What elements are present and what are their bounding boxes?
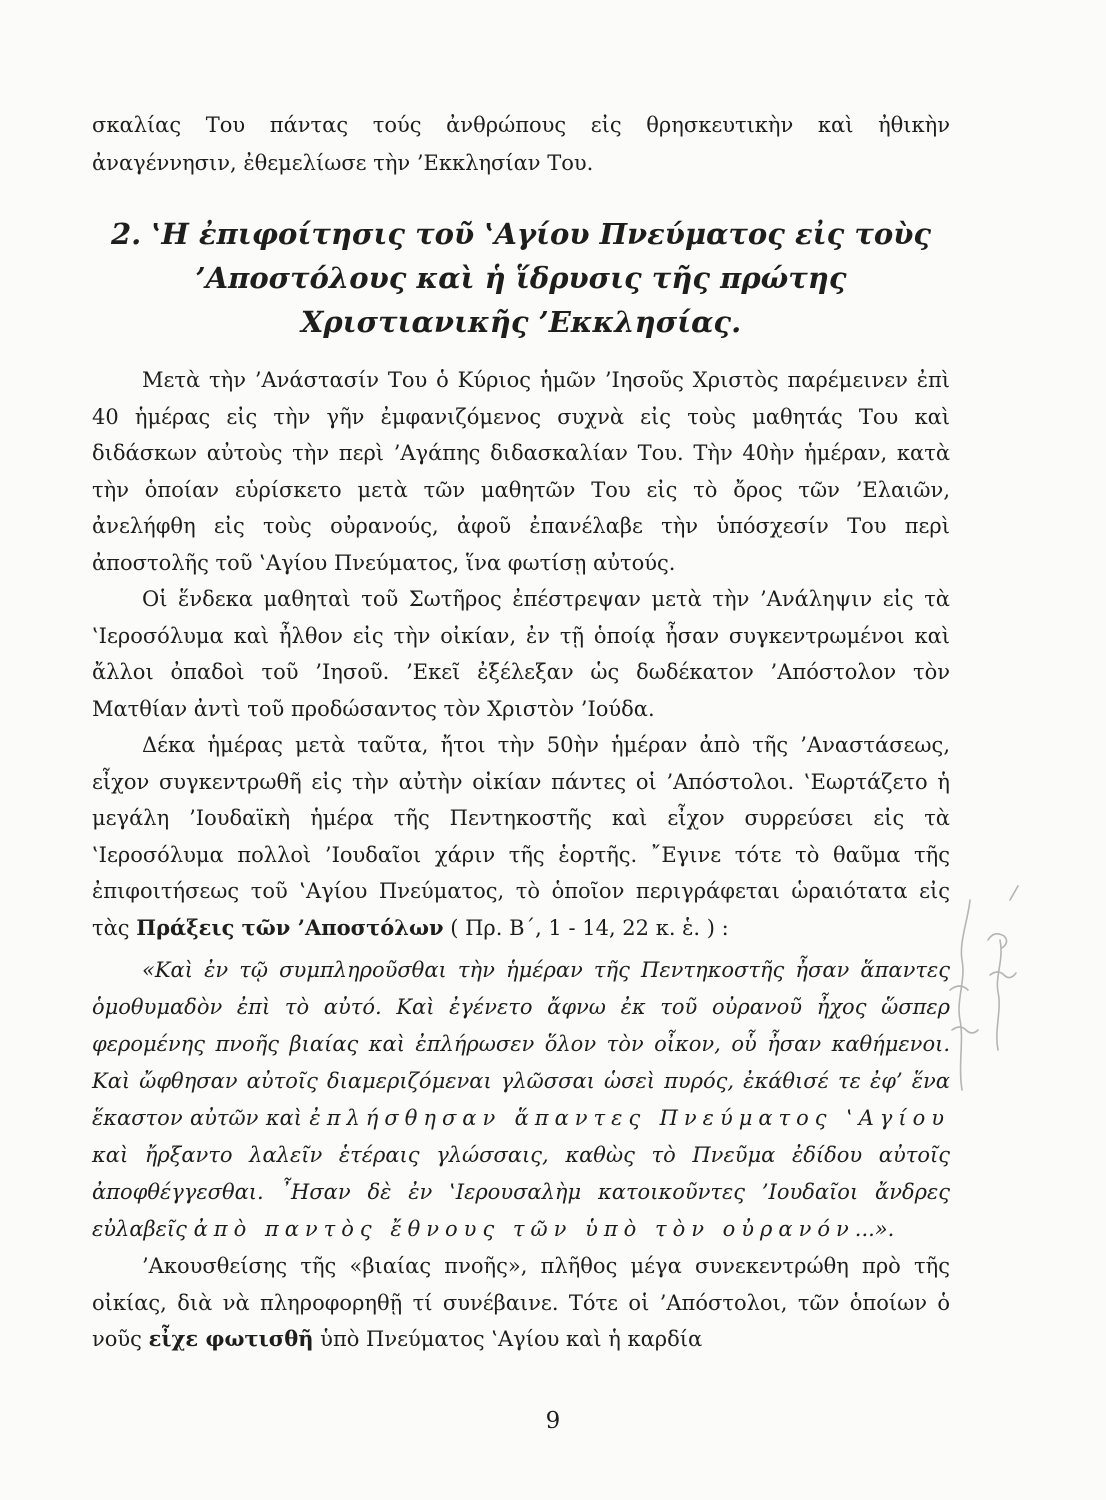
page-body — [92, 106, 950, 1358]
scripture-quote — [92, 952, 950, 1248]
paragraph-2: Οἱ ἕνδεκα μαθηταὶ τοῦ Σωτῆρος ἐπέστρεψαν μετὰ τὴν ’Ανάληψιν εἰς τὰ ‛Ιεροσόλυμα καὶ ἦλθον εἰς τὴν οἰκίαν, ἐν τῇ ὁποίᾳ ἦσαν συγκεντρωμένοι καὶ ἄλλοι ὀπαδοὶ τοῦ ’Ιησοῦ. ’Εκεῖ ἐξέλεξαν ὡς δωδέκατον ’Απόστολον τὸν Ματθίαν ἀντὶ τοῦ προδώσαντος τὸν Χριστὸν ’Ιούδα. — [92, 587, 950, 721]
quote-end: ...». — [854, 1217, 895, 1241]
scripture-reference: ( Πρ. Β΄, 1 - 14, 22 κ. ἑ. ) : — [443, 915, 729, 940]
paragraph-3 — [92, 727, 950, 946]
book-title: Πράξεις τῶν ’Αποστόλων — [136, 914, 444, 940]
paragraph-3-text: Δέκα ἡμέρας μετὰ ταῦτα, ἤτοι τὴν 50ὴν ἡμέραν ἀπὸ τῆς ’Αναστάσεως, εἶχον συγκεντρωθῆ εἰς τὴν αὐτὴν οἰκίαν πάντες οἱ ’Απόστολοι. ‛Εωρτάζετο ἡ μεγάλη ’Ιουδαϊκὴ ἡμέρα τῆς Πεντηκοστῆς καὶ εἶχον συρρεύσει εἰς τὰ ‛Ιεροσόλυμα πολλοὶ ’Ιουδαῖοι χάριν τῆς ἑορτῆς. ῎Εγινε τότε τὸ θαῦμα τῆς ἐπιφοιτήσεως τοῦ ‛Αγίου Πνεύματος, τὸ ὁποῖον περιγράφεται ὡραιότατα εἰς τὰς — [92, 733, 950, 940]
heading-line-1: 2. ‛Η ἐπιφοίτησις τοῦ ‛Αγίου Πνεύματος εἰς τοὺς — [110, 217, 932, 251]
intro-text: σκαλίας Του πάντας τούς ἀνθρώπους εἰς θρησκευτικὴν καὶ ἠθικὴν ἀναγέννησιν, ἐθεμελίωσε τὴν ’Εκκλησίαν Του. — [92, 113, 950, 175]
pencil-margin-note-icon — [940, 880, 1030, 1100]
page-number: 9 — [545, 1408, 561, 1434]
bold-phrase: εἶχε φωτισθῆ — [148, 1326, 314, 1351]
quote-spaced-1: ἐπλήσθησαν ἅπαντες Πνεύματος ‛Αγίου — [309, 1106, 950, 1130]
quote-spaced-2: ἀπὸ παντὸς ἔθνους τῶν ὑπὸ τὸν οὐρανόν — [193, 1217, 855, 1241]
paragraph-1: Μετὰ τὴν ’Ανάστασίν Του ὁ Κύριος ἡμῶν ’Ιησοῦς Χριστὸς παρέμεινεν ἐπὶ 40 ἡμέρας εἰς τὴν γῆν ἐμφανιζόμενος συχνὰ εἰς τοὺς μαθητάς Του καὶ διδάσκων αὐτοὺς τὴν περὶ ’Αγάπης διδασκαλίαν Του. Τὴν 40ὴν ἡμέραν, κατὰ τὴν ὁποίαν εὑρίσκετο μετὰ τῶν μαθητῶν Του εἰς τὸ ὄρος τῶν ’Ελαιῶν, ἀνελήφθη εἰς τοὺς οὐρανούς, ἀφοῦ ἐπανέλαβε τὴν ὑπόσχεσίν Του περὶ ἀποστολῆς τοῦ ‛Αγίου Πνεύματος, ἵνα φωτίσῃ αὐτούς. — [92, 368, 950, 575]
heading-line-3: Χριστιανικῆς ’Εκκλησίας. — [300, 305, 742, 339]
paragraph-4-text-end: ὑπὸ Πνεύματος ‛Αγίου καὶ ἡ καρδία — [313, 1327, 703, 1351]
heading-line-2: ’Αποστόλους καὶ ἡ ἵδρυσις τῆς πρώτης — [195, 261, 847, 295]
quote-part-2: καὶ ἤρξαντο λαλεῖν ἑτέραις γλώσσαις, καθὼς τὸ Πνεῦμα ἐδίδου αὐτοῖς ἀποφθέγγεσθαι. ῏Ησαν δὲ ἐν ‛Ιερουσαλὴμ κατοικοῦντες ’Ιουδαῖοι ἄνδρες εὐλαβεῖς — [92, 1143, 950, 1241]
section-heading — [92, 212, 950, 344]
paragraph-4 — [92, 1248, 950, 1358]
quote-part-1: «Καὶ ἐν τῷ συμπληροῦσθαι τὴν ἡμέραν τῆς Πεντηκοστῆς ἦσαν ἅπαντες ὁμοθυμαδὸν ἐπὶ τὸ αὐτό. Καὶ ἐγένετο ἄφνω ἐκ τοῦ οὐρανοῦ ἦχος ὥσπερ φερομένης πνοῆς βιαίας καὶ ἐπλήρωσεν ὅλον τὸν οἶκον, οὗ ἦσαν καθήμενοι. Καὶ ὤφθησαν αὐτοῖς διαμεριζόμεναι γλῶσσαι ὡσεὶ πυρός, ἐκάθισέ τε ἐφ’ ἕνα ἕκαστον αὐτῶν καὶ — [92, 958, 950, 1130]
paragraph-4-text: ’Ακουσθείσης τῆς «βιαίας πνοῆς», πλῆθος μέγα συνεκεντρώθη πρὸ τῆς οἰκίας, διὰ νὰ πληροφορηθῇ τί συνέβαινε. Τότε οἱ ’Απόστολοι, τῶν ὁποίων ὁ νοῦς — [92, 1254, 950, 1351]
